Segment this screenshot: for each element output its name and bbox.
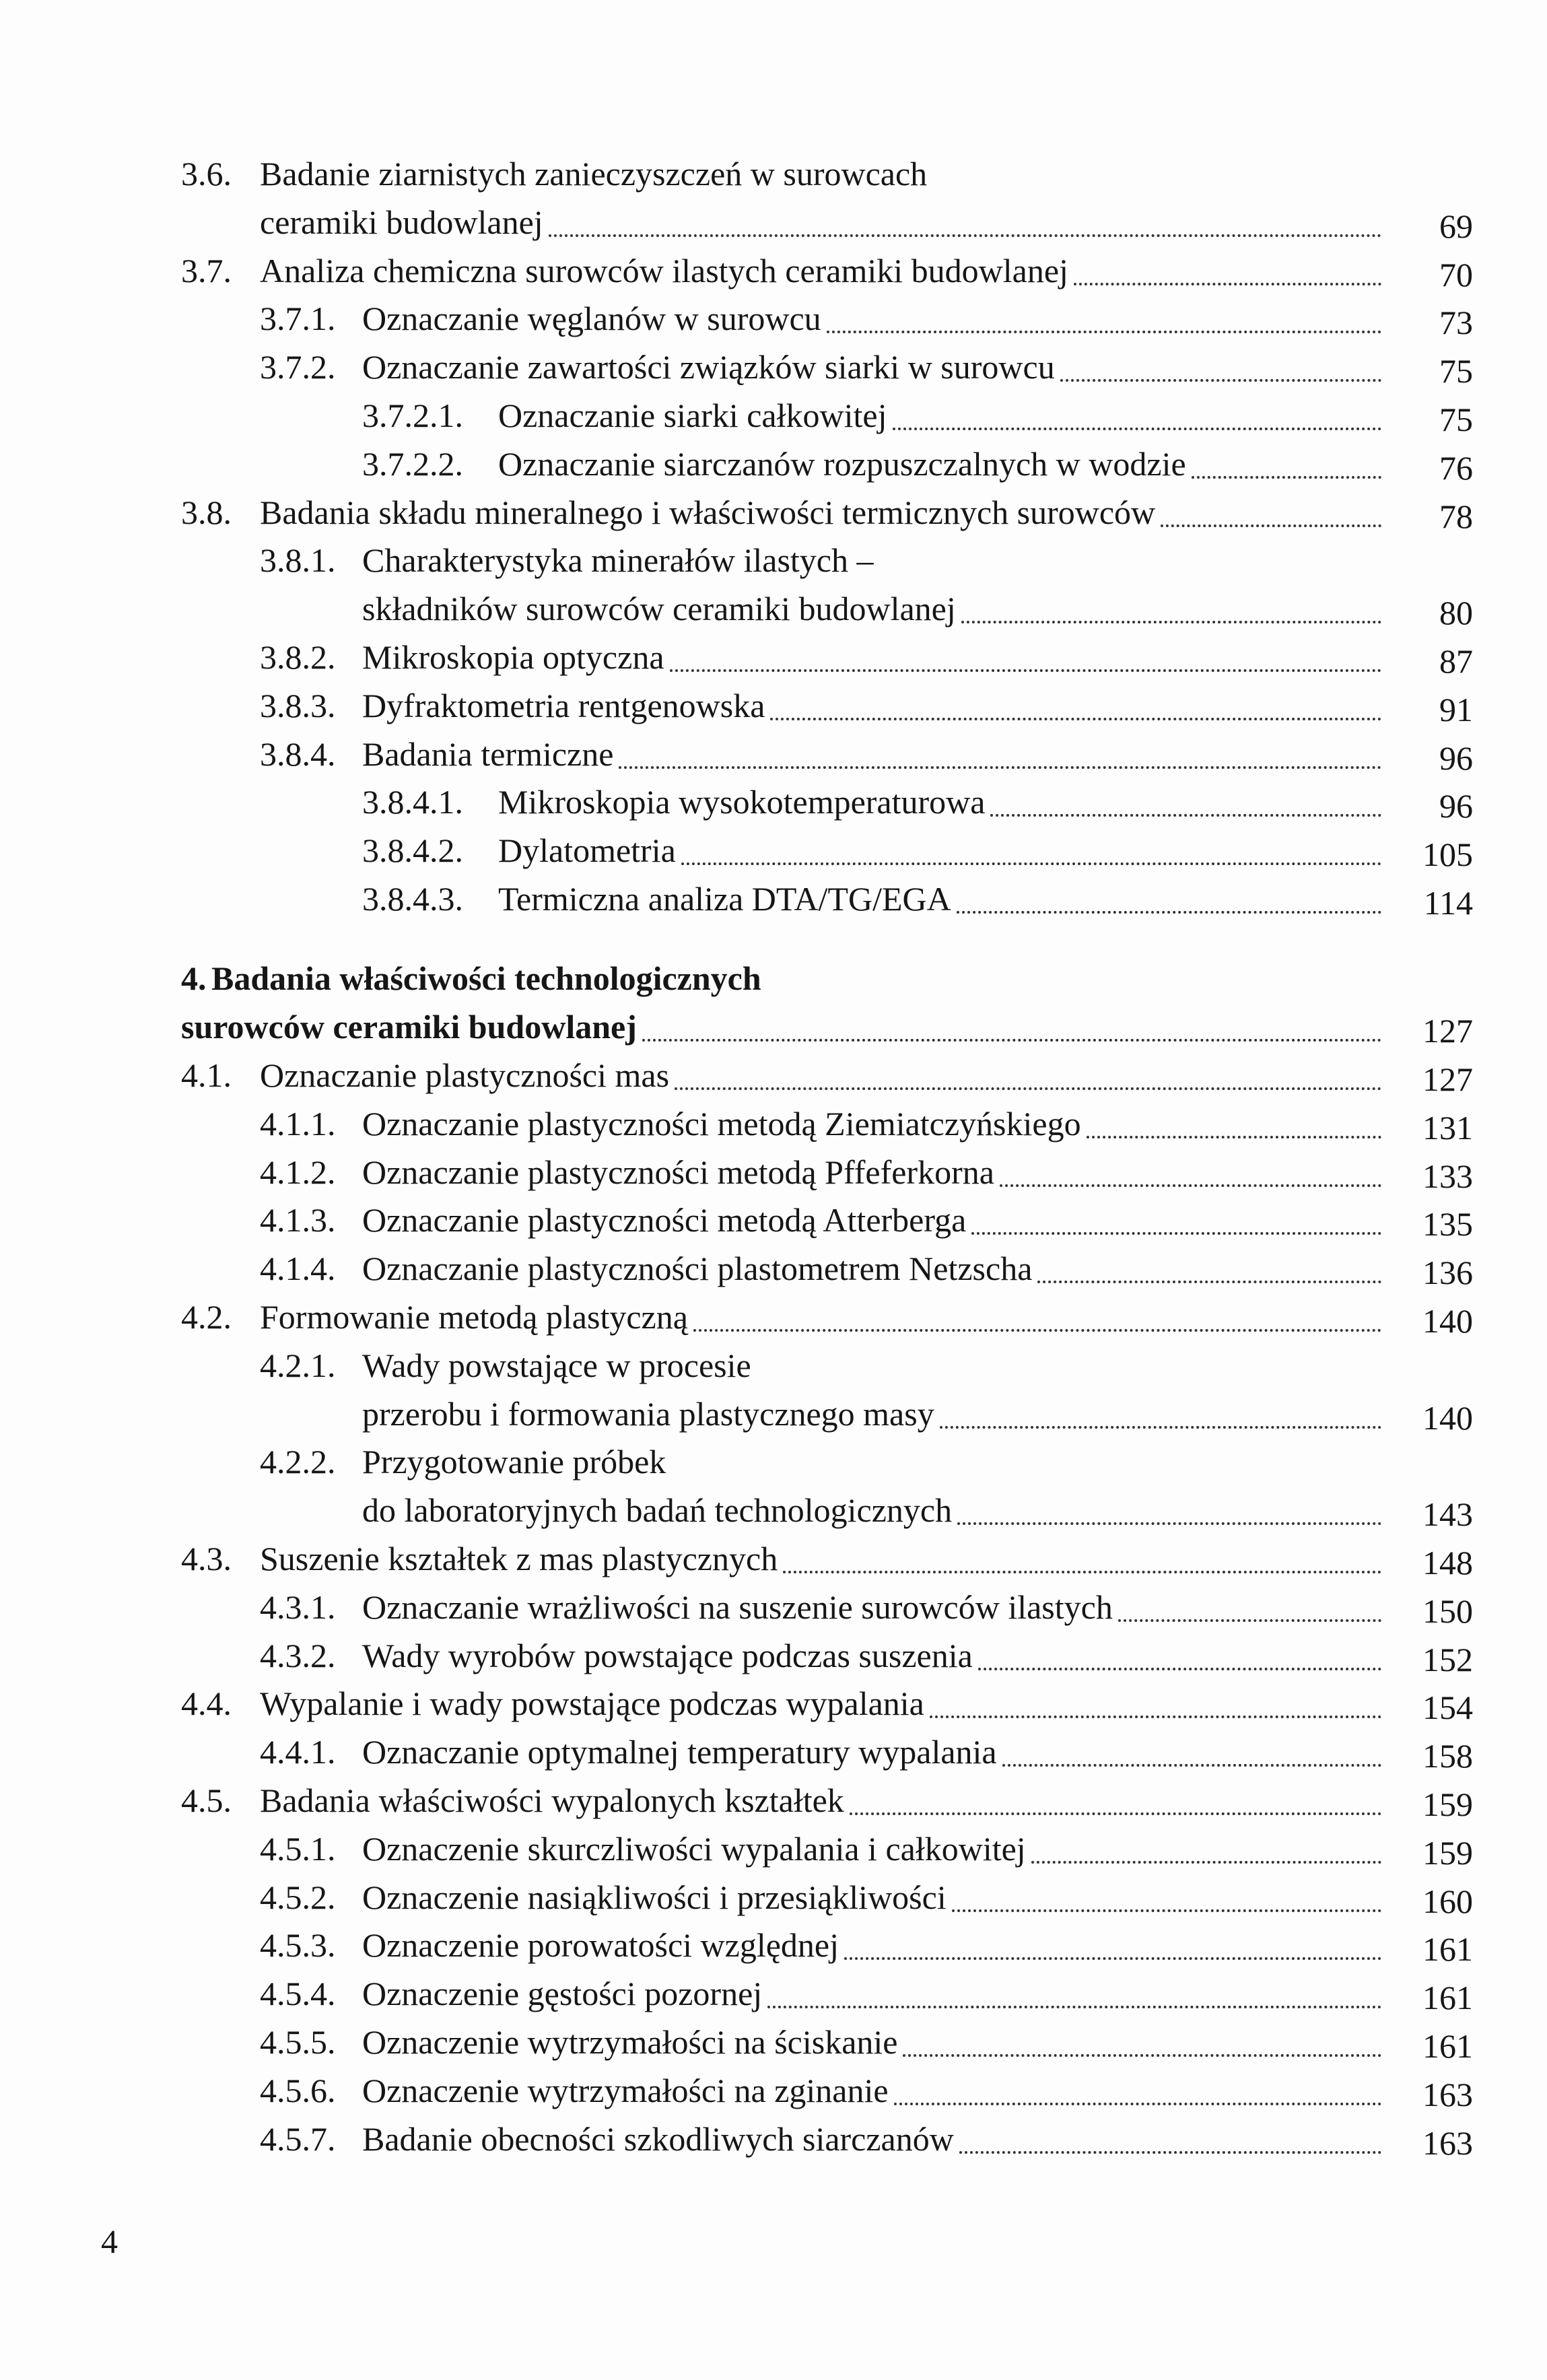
toc-entry-line — [0, 440, 1473, 488]
toc-entry-line — [0, 1728, 1473, 1776]
dot-leader — [1074, 283, 1381, 285]
dot-leader — [675, 1087, 1381, 1090]
toc-entry-page: 154 — [1422, 1689, 1473, 1727]
toc-entry-title: Oznaczanie siarki całkowitej — [498, 397, 887, 434]
toc-entry-page: 135 — [1422, 1205, 1473, 1244]
toc-entry-title: składników surowców ceramiki budowlanej — [362, 590, 956, 628]
toc-entry-number: 4.1.3. — [260, 1201, 336, 1239]
toc-entry-line — [0, 875, 1473, 923]
toc-entry-page: 75 — [1439, 401, 1473, 438]
toc-entry-number: 4.5.5. — [260, 2023, 336, 2062]
dot-leader — [894, 2103, 1381, 2105]
toc-entry-title: Oznaczanie plastyczności mas — [260, 1056, 670, 1095]
toc-entry-number: 4.5. — [181, 1781, 232, 1820]
toc-entry-title: Oznaczenie wytrzymałości na ściskanie — [362, 2023, 898, 2062]
toc-entry-line — [0, 1293, 1473, 1341]
toc-entry-line — [0, 198, 1473, 246]
toc-entry-number: 3.7.2. — [260, 348, 336, 386]
toc-entry-line — [0, 1051, 1473, 1099]
toc-entry-line — [0, 2018, 1473, 2066]
toc-entry-line — [0, 778, 1473, 826]
toc-entry-title: do laboratoryjnych badań technologicznych — [362, 1491, 953, 1530]
toc-entry-number: 4.5.1. — [260, 1829, 336, 1868]
dot-leader — [1060, 379, 1381, 382]
toc-entry-line — [0, 1148, 1473, 1196]
toc-entry-title: Oznaczanie plastyczności metodą Ziemiatczyńskiego — [362, 1104, 1081, 1143]
dot-leader — [978, 1668, 1381, 1670]
toc-entry-number: 3.7. — [181, 251, 232, 290]
toc-entry-title: Badanie obecności szkodliwych siarczanów — [362, 2119, 954, 2158]
toc-entry-page: 75 — [1439, 352, 1473, 390]
toc-entry-page: 70 — [1439, 255, 1473, 294]
toc-entry-title: Oznaczanie wrażliwości na suszenie surowców ilastych — [362, 1588, 1113, 1626]
dot-leader — [770, 718, 1381, 720]
toc-entry-number: 4.3. — [181, 1540, 232, 1578]
toc-entry-number: 3.8.1. — [260, 541, 336, 580]
toc-entry-page: 159 — [1422, 1833, 1473, 1872]
toc-entry-page: 163 — [1422, 2075, 1473, 2113]
toc-entry-line — [0, 1969, 1473, 2018]
toc-entry-page: 161 — [1422, 1979, 1473, 2017]
dot-leader — [693, 1329, 1381, 1332]
toc-entry-page: 80 — [1439, 594, 1473, 632]
toc-entry-title: Wypalanie i wady powstające podczas wypalania — [260, 1685, 924, 1723]
toc-entry-title: Badania termiczne — [362, 735, 614, 773]
toc-entry-line — [0, 1196, 1473, 1244]
toc-entry-line — [0, 536, 1473, 584]
toc-entry-number: 3.8.4. — [260, 735, 336, 773]
toc-entry-line — [0, 1534, 1473, 1583]
toc-entry-number: 4.1.1. — [260, 1104, 336, 1143]
dot-leader — [971, 1232, 1381, 1235]
toc-entry-line — [0, 1390, 1473, 1438]
toc-entry-page: 148 — [1422, 1544, 1473, 1582]
toc-entry-line — [0, 246, 1473, 295]
dot-leader — [940, 1426, 1381, 1429]
toc-entry-line — [0, 954, 1473, 1002]
toc-entry-line — [0, 2066, 1473, 2115]
toc-entry-number: 3.7.2.2. — [362, 444, 463, 483]
toc-entry-line — [0, 1002, 1473, 1051]
toc-entry-number: 4.2. — [181, 1298, 232, 1336]
toc-entry-page: 78 — [1439, 497, 1473, 535]
toc-entry-page: 158 — [1422, 1737, 1473, 1775]
toc-entry-number: 3.7.2.1. — [362, 397, 463, 434]
toc-entry-title: Przygotowanie próbek — [362, 1443, 666, 1481]
toc-entry-title: Badania właściwości wypalonych kształtek — [260, 1781, 844, 1820]
dot-leader — [1037, 1281, 1381, 1283]
toc-entry-line — [0, 391, 1473, 440]
toc-entry-title: Mikroskopia optyczna — [362, 638, 664, 676]
toc-entry-line — [0, 1873, 1473, 1922]
toc-entry-line — [0, 584, 1473, 633]
toc-entry-line — [0, 1099, 1473, 1148]
dot-leader — [1087, 1136, 1381, 1138]
toc-entry-title: Badanie ziarnistych zanieczyszczeń w surowcach — [260, 155, 928, 193]
toc-entry-title: Oznaczenie gęstości pozornej — [362, 1975, 763, 2013]
toc-entry-number: 4.4.1. — [260, 1733, 336, 1771]
dot-leader — [1002, 1764, 1381, 1767]
toc-entry-title: Termiczna analiza DTA/TG/EGA — [498, 880, 951, 918]
toc-entry-title: Formowanie metodą plastyczną — [260, 1298, 688, 1336]
dot-leader — [1118, 1619, 1381, 1622]
toc-entry-number: 4. — [181, 959, 207, 998]
toc-entry-line — [0, 1776, 1473, 1825]
toc-entry-page: 152 — [1422, 1640, 1473, 1678]
toc-entry-number: 4.1.4. — [260, 1250, 336, 1288]
toc-entry-page: 140 — [1422, 1302, 1473, 1340]
toc-entry-page: 96 — [1439, 787, 1473, 825]
toc-entry-line — [0, 1631, 1473, 1680]
dot-leader — [952, 1909, 1381, 1912]
toc-entry-line — [0, 681, 1473, 730]
toc-entry-number: 4.2.1. — [260, 1346, 336, 1384]
toc-entry-number: 4.5.3. — [260, 1926, 336, 1965]
toc-entry-number: 4.1.2. — [260, 1153, 336, 1191]
toc-entry-title: Oznaczenie skurczliwości wypalania i całkowitej — [362, 1829, 1026, 1868]
toc-entry-number: 3.8.4.2. — [362, 831, 463, 870]
toc-entry-page: 131 — [1422, 1108, 1473, 1147]
toc-entry-page: 159 — [1422, 1786, 1473, 1824]
toc-entry-title: Oznaczanie węglanów w surowcu — [362, 300, 821, 338]
toc-entry-title: Mikroskopia wysokotemperaturowa — [498, 783, 986, 821]
toc-entry-page: 127 — [1422, 1012, 1473, 1050]
toc-entry-title: Charakterystyka minerałów ilastych – — [362, 541, 874, 580]
toc-entry-title: Badania składu mineralnego i właściwości termicznych surowców — [260, 493, 1156, 531]
toc-entry-title: Oznaczanie zawartości związków siarki w surowcu — [362, 348, 1055, 386]
toc-entry-line — [0, 633, 1473, 681]
toc-entry-page: 163 — [1422, 2123, 1473, 2162]
toc-entry-title: przerobu i formowania plastycznego masy — [362, 1394, 934, 1433]
dot-leader — [681, 862, 1381, 865]
toc-entry-page: 140 — [1422, 1398, 1473, 1437]
toc-entry-line — [0, 488, 1473, 537]
toc-entry-page: 114 — [1423, 884, 1473, 922]
toc-entry-title: Wady powstające w procesie — [362, 1346, 751, 1384]
toc-entry-title: Oznaczanie optymalnej temperatury wypalania — [362, 1733, 997, 1771]
toc-entry-line — [0, 1825, 1473, 1873]
dot-leader — [642, 1039, 1381, 1042]
toc-entry-number: 3.8.2. — [260, 638, 336, 676]
toc-entry-page: 73 — [1439, 304, 1473, 342]
toc-entry-title: Badania właściwości technologicznych — [211, 959, 761, 998]
toc-entry-number: 3.8. — [181, 493, 232, 531]
dot-leader — [670, 669, 1381, 672]
toc-entry-page: 87 — [1439, 642, 1473, 680]
toc-entry-number: 4.1. — [181, 1056, 232, 1095]
toc-entry-page: 76 — [1439, 448, 1473, 487]
toc-entry-title: Oznaczanie plastyczności metodą Pffeferkorna — [362, 1153, 994, 1191]
toc-entry-number: 3.8.4.1. — [362, 783, 463, 821]
toc-entry-number: 3.8.3. — [260, 686, 336, 724]
dot-leader — [959, 2151, 1381, 2154]
dot-leader — [619, 766, 1381, 769]
toc-entry-line — [0, 1244, 1473, 1293]
toc-entry-number: 4.5.6. — [260, 2071, 336, 2109]
toc-entry-number: 4.5.2. — [260, 1878, 336, 1916]
toc-entry-number: 4.5.7. — [260, 2119, 336, 2158]
toc-entry-title: Dylatometria — [498, 831, 676, 870]
toc-entry-line — [0, 1341, 1473, 1390]
toc-entry-title: ceramiki budowlanej — [260, 203, 543, 241]
toc-entry-number: 4.3.2. — [260, 1636, 336, 1674]
toc-entry-line — [0, 826, 1473, 875]
toc-entry-page: 136 — [1422, 1254, 1473, 1292]
toc-entry-line — [0, 149, 1473, 198]
dot-leader — [1192, 476, 1381, 479]
dot-leader — [930, 1715, 1381, 1718]
toc-entry-page: 96 — [1439, 739, 1473, 777]
dot-leader — [549, 234, 1381, 237]
toc-entry-title: Oznaczenie wytrzymałości na zginanie — [362, 2071, 889, 2109]
toc-entry-title: Analiza chemiczna surowców ilastych ceramiki budowlanej — [260, 251, 1068, 290]
toc-entry-title: Wady wyrobów powstające podczas suszenia — [362, 1636, 973, 1674]
toc-entry-line — [0, 343, 1473, 391]
dot-leader — [893, 428, 1382, 430]
toc-entry-title: Oznaczanie plastyczności metodą Atterberga — [362, 1201, 967, 1239]
dot-leader — [767, 2006, 1381, 2008]
toc-entry-number: 4.5.4. — [260, 1975, 336, 2013]
toc-entry-number: 4.2.2. — [260, 1443, 336, 1481]
toc-entry-title: Dyfraktometria rentgenowska — [362, 686, 765, 724]
toc-entry-title: Oznaczanie plastyczności plastometrem Netzscha — [362, 1250, 1033, 1288]
toc-entry-title: Oznaczanie siarczanów rozpuszczalnych w wodzie — [498, 444, 1186, 483]
toc-entry-page: 161 — [1422, 1930, 1473, 1969]
toc-entry-page: 105 — [1422, 836, 1473, 874]
toc-entry-page: 69 — [1439, 207, 1473, 245]
toc-entry-number: 4.4. — [181, 1685, 232, 1723]
toc-entry-line — [0, 1583, 1473, 1631]
dot-leader — [957, 911, 1381, 914]
toc-entry-line — [0, 730, 1473, 778]
toc-entry-page: 133 — [1422, 1157, 1473, 1195]
toc-entry-number: 4.3.1. — [260, 1588, 336, 1626]
toc-entry-line — [0, 1437, 1473, 1486]
toc-entry-page: 143 — [1422, 1495, 1473, 1534]
toc-entry-page: 150 — [1422, 1592, 1473, 1630]
toc-entry-line — [0, 1921, 1473, 1969]
toc-entry-line — [0, 1486, 1473, 1534]
dot-leader — [1000, 1184, 1381, 1187]
toc-entry-title: Oznaczenie nasiąkliwości i przesiąkliwości — [362, 1878, 947, 1916]
dot-leader — [783, 1571, 1381, 1573]
toc-entry-page: 91 — [1439, 690, 1473, 728]
page-number: 4 — [101, 2222, 118, 2260]
toc-entry-line — [0, 1679, 1473, 1728]
toc-entry-title: surowców ceramiki budowlanej — [181, 1008, 637, 1046]
toc-entry-line — [0, 2115, 1473, 2163]
dot-leader — [957, 1522, 1381, 1525]
toc-entry-number: 3.6. — [181, 155, 232, 193]
toc-entry-title: Oznaczenie porowatości względnej — [362, 1926, 839, 1965]
toc-entry-title: Suszenie kształtek z mas plastycznych — [260, 1540, 778, 1578]
dot-leader — [1161, 524, 1381, 527]
dot-leader — [990, 814, 1381, 817]
dot-leader — [850, 1812, 1381, 1815]
toc-entry-number: 3.7.1. — [260, 300, 336, 338]
toc-entry-page: 160 — [1422, 1882, 1473, 1920]
dot-leader — [827, 331, 1381, 333]
toc-entry-page: 127 — [1422, 1060, 1473, 1099]
dot-leader — [844, 1957, 1381, 1960]
toc-entry-line — [0, 294, 1473, 343]
toc-entry-page: 161 — [1422, 2027, 1473, 2066]
dot-leader — [903, 2054, 1381, 2057]
toc-entry-number: 3.8.4.3. — [362, 880, 463, 918]
dot-leader — [961, 621, 1381, 623]
dot-leader — [1031, 1861, 1381, 1864]
